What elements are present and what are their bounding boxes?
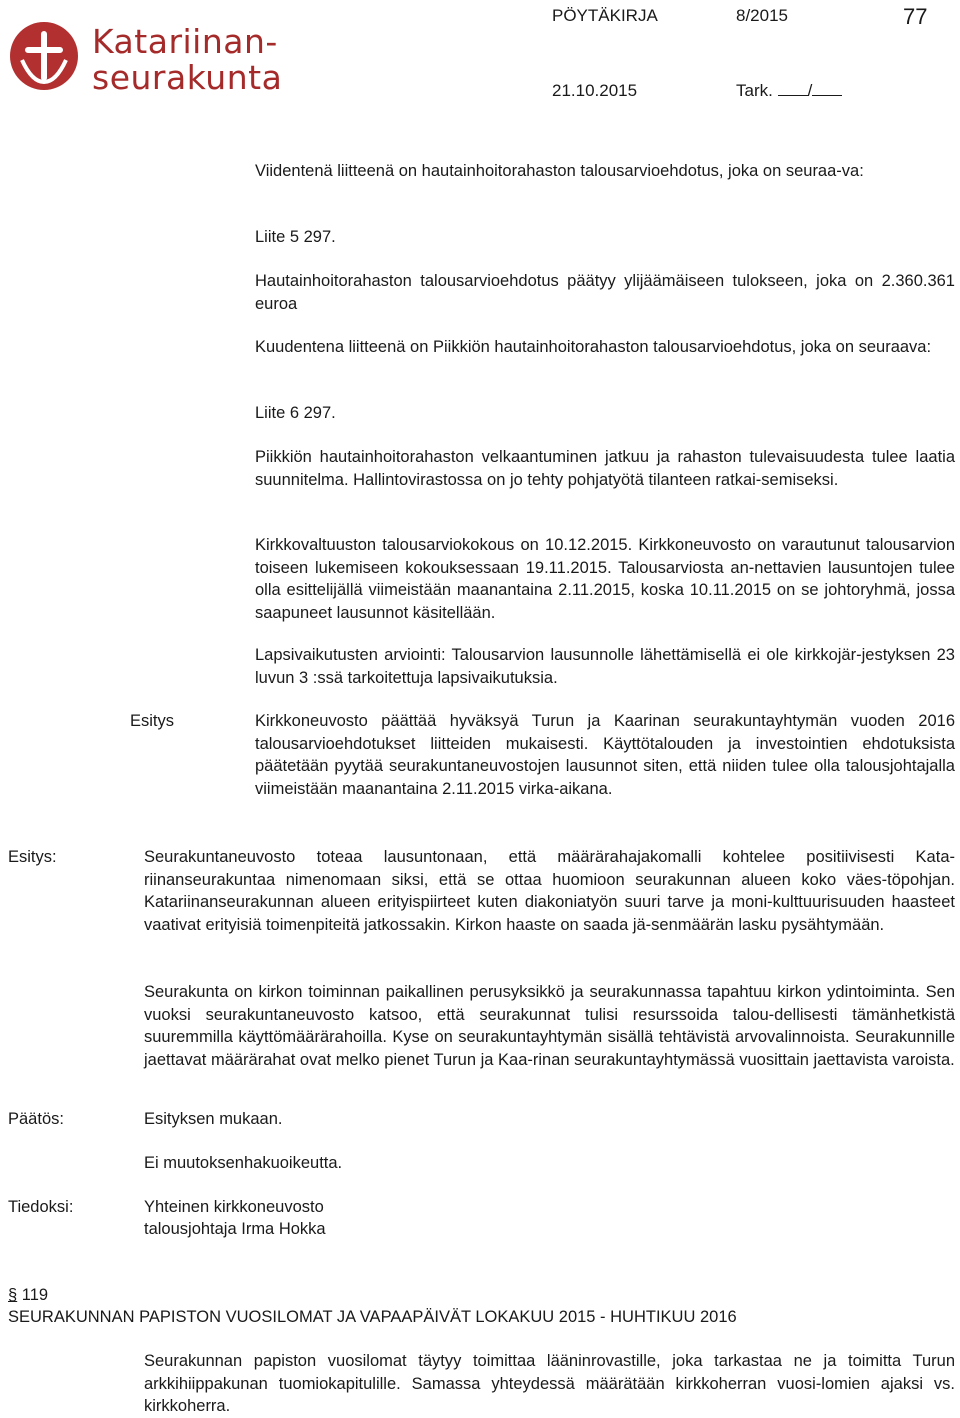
section-mark: § bbox=[8, 1286, 18, 1304]
paragraph-lapsivaikutukset: Lapsivaikutusten arviointi: Talousarvion lausunnolle lähettämisellä ei ole kirkkojär-jestyksen 23 luvun 3 :ssä tarkoitettuja lapsivaikutuksia. bbox=[255, 646, 955, 687]
attachment-ref-6: Liite 6 297. bbox=[255, 404, 336, 422]
tark-sep: / bbox=[807, 81, 813, 100]
esitys2-label: Esitys: bbox=[8, 848, 57, 866]
paragraph-kirkkovaltuusto: Kirkkovaltuuston talousarviokokous on 10.12.2015. Kirkkoneuvosto on varautunut talousarvion toiseen lukemiseen kokouksessaan 19.11.2015. Talousarviosta an-nettavien lausuntojen tulee olla esittelijällä viimeistään maanantaina 2.11.2015, koska 10.11.2015 on se johtoryhmä, jossa saapuneet lausunnot käsitellään. bbox=[255, 536, 955, 622]
tark-field bbox=[736, 81, 842, 101]
section-number-value: 119 bbox=[21, 1286, 49, 1304]
paragraph-viidentena: Viidentenä liitteenä on hautainhoitorahaston talousarvioehdotus, joka on seuraa-va: bbox=[255, 162, 864, 180]
paatos-label: Päätös: bbox=[8, 1110, 64, 1128]
page-number: 77 bbox=[903, 4, 928, 29]
appeal-note: Ei muutoksenhakuoikeutta. bbox=[144, 1154, 343, 1172]
paragraph-hautainhoito: Hautainhoitorahaston talousarvioehdotus päätyy ylijäämäiseen tulokseen, joka on 2.360.361 euroa bbox=[255, 272, 955, 313]
parish-logo bbox=[8, 18, 283, 98]
paragraph-piikkio: Piikkiön hautainhoitorahaston velkaantuminen jatkuu ja rahaston tulevaisuudesta tulee laatia suunnitelma. Hallintovirastossa on jo tehty pohjatyötä tilanteen ratkai-semiseksi. bbox=[255, 448, 955, 489]
esitys-text: Kirkkoneuvosto päättää hyväksyä Turun ja Kaarinan seurakuntayhtymän vuoden 2016 talousarvioehdotukset liitteiden mukaisesti. Käyttötalouden ja investointien ehdotuksista päätetään pyytää seurakuntaneuvostojen lausunnot siten, että niiden tulee olla talousjohtajalla viimeistään maanantaina 2.11.2015 virka-aikana. bbox=[255, 712, 955, 798]
section-paragraph: Seurakunnan papiston vuosilomat täytyy toimittaa lääninrovastille, joka tarkastaa ne ja toimitta Turun arkkihiippakunan tuomiokapitulille. Samassa yhteydessä määrätään kirkkoherran vuosi-lomien ajaksi vs. kirkkoherra. bbox=[144, 1352, 955, 1415]
paragraph-kuudentena: Kuudentena liitteenä on Piikkiön hautainhoitorahaston talousarvioehdotus, joka on seuraava: bbox=[255, 338, 932, 356]
attachment-ref-5: Liite 5 297. bbox=[255, 228, 336, 246]
tiedoksi-label: Tiedoksi: bbox=[8, 1198, 74, 1216]
doc-type: PÖYTÄKIRJA bbox=[552, 6, 658, 25]
logo-line-1: Katariinan- bbox=[92, 22, 278, 61]
section-title: SEURAKUNNAN PAPISTON VUOSILOMAT JA VAPAAPÄIVÄT LOKAKUU 2015 - HUHTIKUU 2016 bbox=[8, 1308, 737, 1326]
logo-line-2: seurakunta bbox=[92, 58, 283, 97]
esitys-label: Esitys bbox=[130, 712, 175, 730]
section-number bbox=[8, 1284, 48, 1307]
cross-heart-logo-icon bbox=[8, 20, 80, 92]
doc-number: 8/2015 bbox=[736, 6, 788, 25]
paatos-text: Esityksen mukaan. bbox=[144, 1110, 283, 1128]
tiedoksi-recipient-2: talousjohtaja Irma Hokka bbox=[144, 1220, 326, 1238]
tark-label: Tark. bbox=[736, 81, 773, 100]
tark-blank-1 bbox=[778, 81, 808, 96]
esitys2-paragraph-1: Seurakuntaneuvosto toteaa lausuntonaan, että määrärahajakomalli kohtelee positiivisesti Kata-riinanseurakuntaa nimenomaan siksi, että se ottaa huomioon seurakunnan alueen koko väes-töpohjan. Katariinanseurakunnan alueen erityispiirteet kuten diakoniatyön suuri tarve ja moni-kulttuurisuuden haasteet vaativat erityisiä toimenpiteitä jatkossakin. Kirkon haaste on saada jä-senmäärän lasku pysähtymään. bbox=[144, 848, 955, 934]
doc-date: 21.10.2015 bbox=[552, 81, 638, 100]
logo-wordmark bbox=[92, 24, 282, 96]
tiedoksi-recipient-1: Yhteinen kirkkoneuvosto bbox=[144, 1198, 324, 1216]
esitys2-paragraph-2: Seurakunta on kirkon toiminnan paikallinen perusyksikkö ja seurakunnassa tapahtuu kirkon ydintoiminta. Sen vuoksi seurakuntaneuvosto katsoo, että seurakunnat tulisi resurssoida talou-dellisesti tämänhetkistä suuremmilla käyttömäärärahoilla. Kyse on seurakuntayhtymän sisällä tehtävistä arvovalinnoista. Seurakunnille jaettavat määrärahat ovat melko pienet Turun ja Kaa-rinan seurakuntayhtymässä vuosittain jaettavista varoista. bbox=[144, 983, 955, 1069]
tark-blank-2 bbox=[812, 81, 842, 96]
